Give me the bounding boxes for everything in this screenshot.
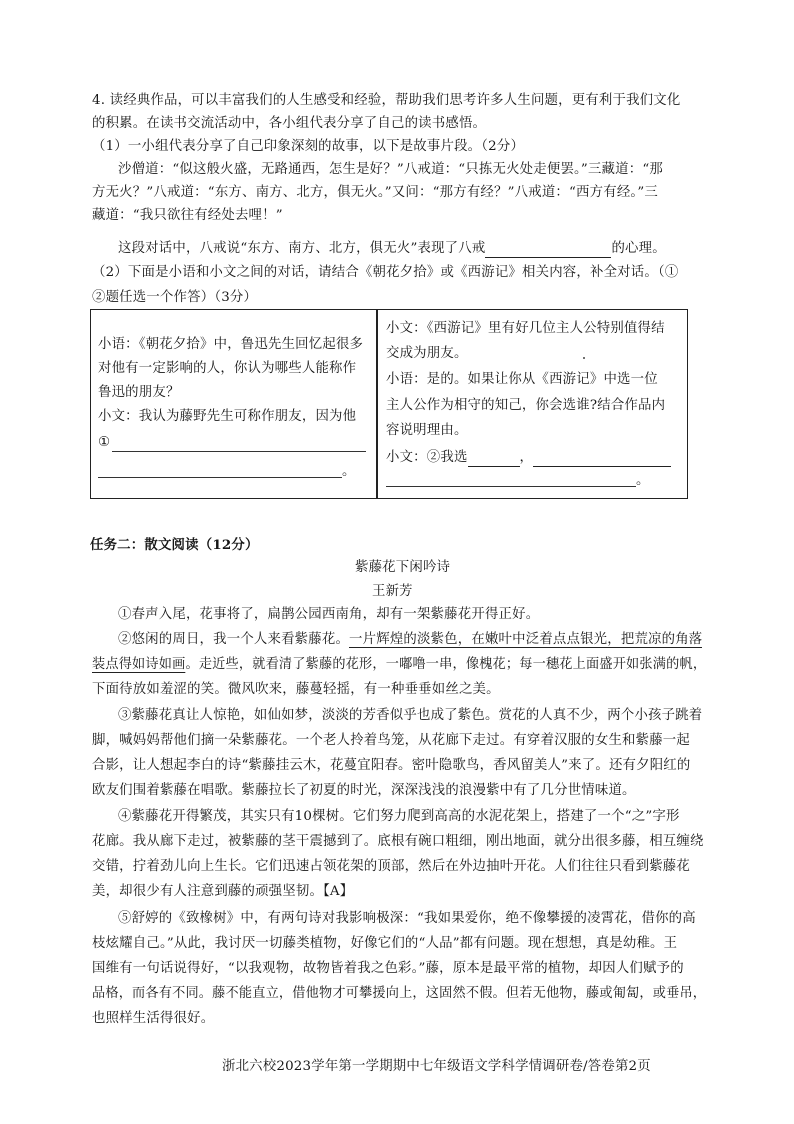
box-right-line2: 交成为朋友。 [386, 346, 468, 361]
essay-p3-line2: 脚，喊妈妈帮他们摘一朵紫藤花。一个老人拎着鸟笼，从花廊下走过。有穿着汉服的女生和紫藤一起 [92, 733, 690, 748]
box-left-end: 。 [342, 464, 356, 479]
answer-blank-character[interactable] [468, 452, 520, 467]
essay-author: 王新芳 [372, 584, 413, 599]
box-right-choose: 小文：②我选 [386, 450, 468, 465]
essay-p5-line2: 枝炫耀自己。”从此，我讨厌一切藤类植物，好像它们的“人品”都有问题。现在想想，真是幼稚。王 [92, 936, 678, 951]
p2-underlined-1: 一片辉煌的淡紫色，在嫩叶中泛着点点银光，把荒凉的角落 [349, 632, 703, 647]
answer-blank-reason-1[interactable] [533, 452, 671, 467]
essay-p2-line1 [118, 631, 702, 649]
q4-intro-line2: 的积累。在读书交流活动中，各小组代表分享了自己的读书感悟。 [92, 116, 487, 131]
box-right-line3: 小语：是的。如果让你从《西游记》中选一位 [386, 372, 658, 387]
dialogue-box-divider [376, 309, 378, 499]
essay-p5-line3: 国维有一句话说得好，“以我观物，故物皆着我之色彩。”藤，原本是最平常的植物，却因人们赋予的 [92, 961, 684, 976]
box-right-line6 [386, 449, 671, 467]
essay-p3-line4: 欧友们围着紫藤在唱歌。紫藤拉长了初夏的时光，深深浅浅的浪漫紫中有了几分世情味道。 [92, 783, 636, 798]
essay-p4-line3: 交错，拧着劲儿向上生长。它们迅速占领花架的顶部，然后在外边抽叶开花。人们往往只看到紫藤花 [92, 859, 690, 874]
essay-p5-line4: 品格，而各有不同。藤不能直立，借他物才可攀援向上，这固然不假。但若无他物，藤或匍匐，或垂吊， [92, 986, 707, 1001]
box-right-line1: 小文：《西游记》里有好几位主人公特别值得结 [386, 321, 665, 336]
p2-underlined-2: 装点得如诗如画 [92, 657, 186, 672]
answer-line-left-1[interactable] [112, 451, 366, 452]
dialogue-line1: 沙僧道：“似这般火盛，无路通西，怎生是好？”八戒道：“只拣无火处走便罢。”三藏道：“那 [118, 162, 663, 177]
q4-intro-line1: 4. 读经典作品，可以丰富我们的人生感受和经验，帮助我们思考许多人生问题，更有利于我们文化 [92, 93, 681, 108]
answer-blank-psychology[interactable] [485, 243, 611, 258]
box-right-line5: 容说明理由。 [386, 423, 468, 438]
essay-p2-line2 [92, 656, 706, 674]
essay-title: 紫藤花下闲吟诗 [355, 560, 451, 575]
box-right-line4: 主人公作为相守的知己，你会选谁?结合作品内 [386, 398, 666, 413]
box-right-end: 。 [636, 473, 650, 488]
box-left-line4: 小文：我认为藤野先生可称作朋友，因为他 [98, 409, 357, 424]
essay-p4-line4: 美，却很少有人注意到藤的顽强坚韧。【A】 [92, 884, 354, 899]
fill-suffix: 的心理。 [611, 241, 666, 256]
answer-line-right-2[interactable] [386, 486, 636, 487]
q4-part2-prompt-line1: （2）下面是小语和小文之间的对话，请结合《朝花夕拾》或《西游记》相关内容，补全对话。（① [92, 265, 679, 280]
essay-p3-line3: 合影，让人想起李白的诗“紫藤挂云木，花蔓宜阳春。密叶隐歌鸟，香风留美人”来了。还有夕阳红的 [92, 758, 691, 773]
p2-rest: 。走近些，就看清了紫藤的花形，一嘟噜一串，像槐花；每一穗花上面盛开如张满的帆， [185, 657, 707, 672]
q4-part2-prompt-line2: ②题任选一个作答）（3分） [92, 290, 258, 305]
dialogue-line3: 藏道：“我只欲往有经处去哩！” [92, 208, 283, 223]
essay-p5-line1: ⑤舒婷的《致橡树》中，有两句诗对我影响极深：“我如果爱你，绝不像攀援的凌霄花，借你的高 [118, 911, 696, 926]
essay-p4-line2: 花廊。我从廊下走过，被紫藤的茎干震撼到了。底根有碗口粗细，刚出地面，就分出很多藤，相互缠绕 [92, 834, 704, 849]
essay-p5-line5: 也照样生活得很好。 [92, 1011, 215, 1026]
essay-p4-line1: ④紫藤花开得繁茂，其实只有10棵树。它们努力爬到高高的水泥花架上，搭建了一个“之”字形 [118, 809, 680, 824]
box-left-line1: 小语：《朝花夕拾》中，鲁迅先生回忆起很多 [98, 337, 364, 352]
essay-p3-line1: ③紫藤花真让人惊艳，如仙如梦，淡淡的芳香似乎也成了紫色。赏花的人真不少，两个小孩子跳着 [118, 708, 703, 723]
q4-part1-prompt: （1）一小组代表分享了自己印象深刻的故事，以下是故事片段。（2分） [92, 139, 525, 154]
q4-fill-sentence [118, 240, 666, 258]
box-right-comma: ， [519, 450, 534, 465]
essay-p1: ①春声入尾，花事将了，扁鹊公园西南角，却有一架紫藤花开得正好。 [118, 607, 540, 622]
fill-prefix: 这段对话中，八戒说“东方、南方、北方，俱无火”表现了八戒 [118, 241, 486, 256]
dialogue-line2: 方无火？”八戒道：“东方、南方、北方，俱无火。”又问：“那方有经？”八戒道：“西方有经。”三 [92, 185, 658, 200]
box-left-line2: 对他有一定影响的人，你认为哪些人能称作 [98, 361, 357, 376]
speck [583, 357, 585, 359]
p2-lead: ②悠闲的周日，我一个人来看紫藤花。 [118, 632, 350, 647]
page-footer: 浙北六校2023学年第一学期期中七年级语文学科学情调研卷/答卷第2页 [222, 1059, 651, 1074]
essay-p2-line3: 下面待放如羞涩的笑。微风吹来，藤蔓轻摇，有一种垂垂如丝之美。 [92, 682, 500, 697]
box-left-line5: ① [98, 435, 111, 450]
answer-line-left-2[interactable] [98, 477, 342, 478]
task2-heading: 任务二：散文阅读（12分） [90, 537, 259, 553]
box-left-line3: 鲁迅的朋友？ [98, 385, 180, 400]
